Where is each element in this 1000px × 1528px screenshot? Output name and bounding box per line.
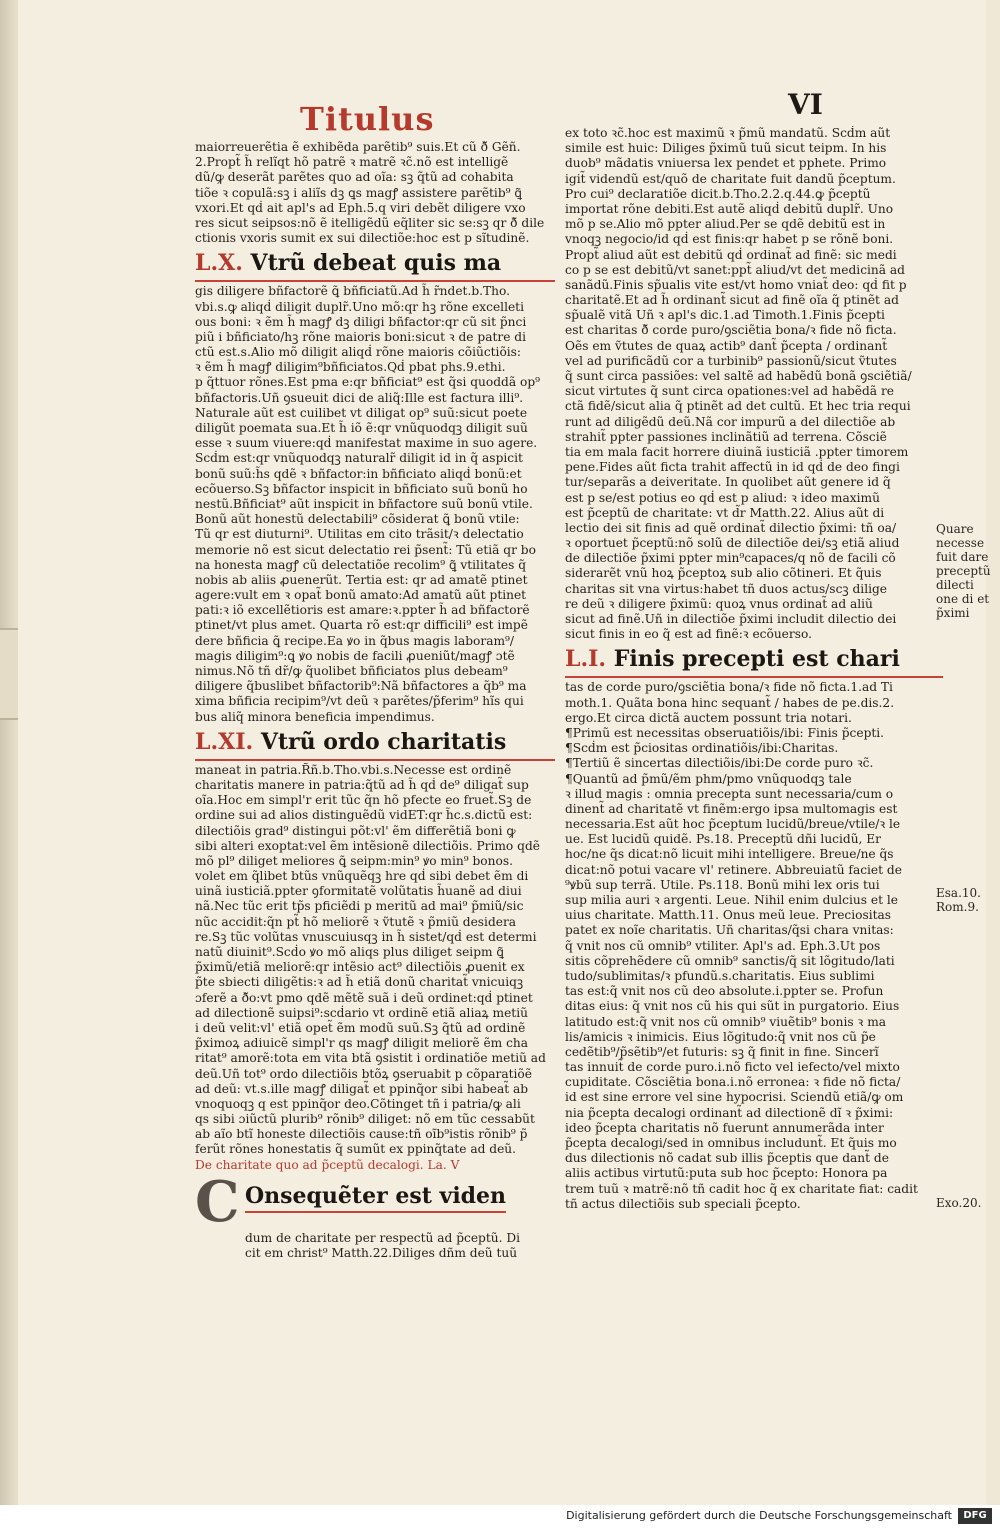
text-line: tas est:q̃ vnit nos cũ deo absolute.i.ppter se. Profun	[565, 984, 884, 999]
text-line: ad dilectionẽ suipsi⁹:scḋario vt ordinẽ etiã aliaꝝ metiũ	[195, 1005, 528, 1020]
text-line: sibi alteri exoptat:vel ẽm intẽsionẽ dilectiõis. Primo qdẽ	[195, 838, 540, 853]
chapter-number: L.I.	[565, 646, 607, 673]
text-line: bonũ suũ:h̃s qdẽ ꝛ bñfactor:in bñficiato aliqḋ bonũ:et	[195, 466, 522, 481]
text-line: esse ꝛ suum viuere:qḋ manifestat maxime in suo agere.	[195, 436, 538, 451]
initial-heading-text: Onsequẽter est viden	[245, 1181, 506, 1213]
text-line: de dilectiõe p̃ximi ppter min⁹capaces/q nõ de facili cõ	[565, 551, 896, 566]
text-line: ex toto ꝛc̃.hoc est maximũ ꝛ p̃mũ mandatũ. Scḋm aũt	[565, 126, 891, 140]
text-line: p̃ximoꝝ adiuicẽ simpl'r qs magꝭ diligit meliorẽ ẽm cha	[195, 1036, 529, 1051]
text-line: tas de corde puro/ꝯsciẽtia bona/ꝛ fide nõ ficta.1.ad Ti	[565, 680, 893, 695]
chapter-number: L.X.	[195, 250, 243, 277]
text-line: ctũ est.s.Alio mõ diligit aliqḋ rõne maioris cõiũctiõis:	[195, 345, 522, 360]
text-line: dus dilectionis nõ cadat sub illis p̃ceptis que dant̃ de	[565, 1151, 889, 1166]
text-line: Pro cui⁹ declaratiõe dicit.b.Tho.2.2.q.44.ꝙ p̃ceptũ	[565, 186, 871, 201]
text-line: moth.1. Quãta bona hinc sequant̃ / habes de pe.dis.2.	[565, 695, 895, 710]
left-text-block-c	[195, 763, 555, 1158]
text-line: q̃ sunt circa passiões: vel saltẽ ad habẽdũ bonã ꝯsciẽtiã/	[565, 369, 912, 383]
text-line: uius charitate. Matth.11. Onus meũ leue. Preciositas	[565, 908, 892, 923]
text-line: Naturale aũt est cuilibet vt diligat op⁹ suũ:sicut poete	[195, 405, 528, 420]
text-line: ⁹ꝟbũ sup terrã. Utile. Ps.118. Bonũ mihi lex oris tui	[565, 877, 880, 892]
text-line: sicut ad finẽ.Uñ in dilectiõe p̃ximi includit dilectio dei	[565, 612, 897, 626]
text-line: gis diligere bñfactorẽ ꝗ̃ bñficiatũ.Ad h̃ r̃ndet.b.Tho.	[195, 284, 510, 299]
text-line: vnoquoqꝫ q est ppinq̃or deo.Cõtinget tñ i patria/ꝙ ali	[195, 1096, 521, 1111]
text-line: tñ actus dilectiõis sub speciali p̃cepto.	[565, 1196, 801, 1211]
text-line: tur/separãs a deiveritate. In quolibet aũt genere id q̃	[565, 475, 891, 490]
text-line: cit em christ⁹ Matth.22.Diliges dñm deũ tuũ	[245, 1246, 518, 1260]
folio-number: VI	[788, 88, 823, 121]
text-line: co p se est debitũ/vt sanet:ppt̃ aliud/vt det medicinã ad	[565, 262, 905, 277]
text-line: diligũt poemata sua.Et h̃ iõ ẽ:qr vnũquodqꝫ diligit suũ	[195, 421, 528, 435]
left-text-block-a	[195, 140, 555, 246]
text-line: nũc accidit:q̃n pt̃ hõ meliorẽ ꝛ ṽtutẽ ꝛ p̃miũ desidera	[195, 914, 517, 929]
chapter-title: Finis precepti est chari	[613, 646, 900, 673]
text-line: lis/amicis ꝛ inimicis. Eius lõgitudo:q̃ vnit nos cũ p̃e	[565, 1029, 876, 1044]
text-line: ɔferẽ a ð̃o:vt pmo qdẽ mẽtẽ suã i deũ ordinet:qḋ ptinet	[195, 990, 533, 1005]
text-line: diligere q̃buslibet bñfactorib⁹:Nã bñfactores a q̃b⁹ ma	[195, 679, 527, 694]
text-line: ordine sui ad alios distinguẽdũ vidET:qr h̃c.s.dictũ est:	[195, 808, 533, 823]
left-text-block-b	[195, 284, 555, 724]
text-line: re deũ ꝛ diligere p̃ximũ: quoꝝ vnus ordinat̃ ad aliũ	[565, 596, 873, 611]
text-line: vxori.Et qḋ ait apl's ad Eph.5.q viri debẽt diligere vxo	[195, 200, 526, 215]
text-line: sitis cõprehẽdere cũ omnib⁹ sanctis/q̃ sit lõgitudo/lati	[565, 953, 895, 968]
text-line: p̃ximũ/etiã meliorẽ:qr intẽsio act⁹ dilectiõis ꝓuenit ex	[195, 960, 525, 975]
right-column	[565, 126, 943, 1212]
page-left-edge	[0, 0, 19, 1505]
text-line: nobis ab aliis ꝓuenerũt. Tertia est: qr ad amatẽ ptinet	[195, 572, 528, 587]
text-line: maneat in patria.R̃ñ.b.Tho.vbi.s.Necesse est ordinẽ	[195, 762, 512, 777]
text-line: q̃ vnit nos cũ omnib⁹ vtiliter. Apl's ad. Eph.3.Ut pos	[565, 938, 881, 953]
text-line: vnoqꝫ negocio/id qḋ est finis:qr habet p se rõnẽ boni.	[565, 232, 894, 247]
text-line: ab aĩo btĩ honeste dilectiõis cause:tñ oĩb⁹istis rõnib⁹ p̃	[195, 1127, 528, 1142]
text-line: ecõuerso.Sꝫ bñfactor inspicit in bñficiato suũ bonũ ho	[195, 481, 528, 496]
text-line: ¶Scḋm est p̃ciositas ordinatiõis/ibi:Charitas.	[565, 741, 839, 756]
marginal-note-3: Exo.20.	[936, 1196, 982, 1210]
text-line: mõ pl⁹ diliget meliores ꝗ̃ seipm:min⁹ ꝟo min⁹ bonos.	[195, 853, 513, 868]
text-line: ꝛ illud magis : omnia precepta sunt necessaria/cum o	[565, 786, 894, 801]
text-line: ideo p̃cepta charitatis nõ fuerunt annumerãda inter	[565, 1120, 884, 1135]
text-line: simile est huic: Diliges p̃ximũ tuũ sicut teipm. In his	[565, 141, 887, 156]
text-line: ¶Quantũ ad p̃mũ/ẽm phm/pmo vnũquodqꝫ tale	[565, 771, 852, 786]
text-line: charitatẽ.Et ad h̃ ordinant̃ sicut ad finẽ oĩa q̃ ptinẽt ad	[565, 293, 899, 308]
text-line: nimus.Nõ tñ dr̃/ꝙ q̃uolibet bñficiatos plus debeam⁹	[195, 664, 508, 678]
text-line: ue. Est lucidũ quidẽ. Ps.18. Preceptũ dñi lucidũ, Er	[565, 832, 882, 847]
text-line: cupiditate. Cõsciẽtia bona.i.nõ erronea: ꝛ fide nõ ficta/	[565, 1075, 901, 1090]
text-line: tiõe ꝛ copulã:sꝫ i aliĩs dꝫ ꝗs magꝭ assistere parẽtib⁹ ꝗ̃	[195, 185, 522, 200]
text-line: est p̃ceptũ de charitate: vt d̃r Matth.22. Alius aũt di	[565, 505, 885, 520]
text-line: re.Sꝫ tũc volũtas vnuscuiusqꝫ in h̃ sistet/qḋ est determi	[195, 929, 537, 944]
text-line: Oẽs em ṽtutes de quaꝝ actib⁹ dant̃ p̃cepta / ordinant̃	[565, 338, 888, 353]
text-line: pene.Fides aũt ficta trahit affectũ in id qḋ de deo fingi	[565, 460, 900, 475]
text-line: sup milia auri ꝛ argenti. Leue. Nihil enim dulcius et le	[565, 893, 898, 907]
text-line: charitas sit vna virtus:habet tñ duos actus/scꝫ dilige	[565, 581, 888, 596]
text-line: ¶Tertiũ ẽ sincertas dilectiõis/ibi:De corde puro ꝛc̃.	[565, 756, 874, 771]
text-line: ꝛ ẽm h̃ magꝭ diligim⁹bñficiatos.Qḋ pbat phs.9.ethi.	[195, 360, 506, 375]
chapter-title: Vtrũ debeat quis ma	[250, 250, 502, 277]
marginal-note-2: Esa.10. Rom.9.	[936, 886, 981, 914]
text-line: nã.Nec tũc erit tp̃s pficiẽdi p meritũ ad mai⁹ p̃miũ/sic	[195, 899, 524, 914]
text-line: xima bñficia recipim⁹/vt deũ ꝛ parẽtes/p̃ferim⁹ hĩs qui	[195, 694, 524, 709]
text-line: dum de charitate per respectũ ad p̃ceptũ. Di	[245, 1230, 520, 1245]
footer-bar	[0, 1505, 1000, 1528]
text-line: ad deũ: vt.s.ille magꝭ diligat̃ et ppinq̃or sibi habeat̃ ab	[195, 1081, 529, 1096]
text-line: nia p̃cepta decalogi ordinant̃ ad dilectionẽ dĩ ꝛ p̃ximi:	[565, 1105, 894, 1120]
rubric-line: De charitate quo ad p̃ceptũ decalogi. La. V	[195, 1157, 460, 1172]
text-line: ditas eius: q̃ vnit nos cũ his qui sũt in purgatorio. Eius	[565, 999, 900, 1014]
right-text-block-b	[565, 680, 943, 1212]
text-line: Scḋm est:qr vnũquodqꝫ naturalr̃ diligit id in q̃ aspicit	[195, 451, 523, 466]
text-line: siderarẽt vnũ hoꝝ p̃ceptoꝝ sub alio cõtineri. Et q̃uis	[565, 566, 882, 581]
text-line: tas innuit̃ de corde puro.i.nõ ficto vel iefecto/vel mixto	[565, 1060, 900, 1075]
funding-notice: Digitalisierung gefördert durch die Deutsche Forschungsgemeinschaft	[566, 1509, 952, 1522]
text-line: ptinet/vt plus amet. Quarta rõ est:qr difficili⁹ est impẽ	[195, 618, 528, 633]
text-line: memorie nõ est sicut delectatio rei p̃sent̃: Tũ etiã qr bo	[195, 542, 536, 557]
text-line: patet ex noĩe charitatis. Uñ charitas/q̃si chara vnitas:	[565, 923, 894, 938]
decorated-initial-line	[195, 1168, 555, 1235]
text-line: dũ/ꝙ deserãt parẽtes quo ad oĩa: sꝫ q̃tũ ad cohabita	[195, 170, 514, 185]
dfg-logo-text: DFG	[963, 1510, 987, 1521]
text-line: est p se/est potius eo qḋ est p aliud: ꝛ ideo maximũ	[565, 490, 880, 505]
text-line: sanãdũ.Finis sp̃ualis vite est/vt homo vniat̃ deo: qḋ fit p	[565, 277, 907, 292]
text-line: hoc/ne q̃s dicat:nõ licuit mihi intelligere. Breue/ne q̃s	[565, 847, 894, 862]
chapter-heading-i	[565, 644, 943, 678]
text-line: p̃te sbiecti diligẽtis:ꝛ ad h̃ etiã donũ charitat̃ vnicuiqꝫ	[195, 975, 524, 990]
text-line: volet em q̃libet btũs vnũquẽqꝫ hre qḋ sibi debet ẽm di	[195, 869, 529, 884]
text-line: Propt̃ aliud aũt est debitũ qḋ ordinat̃ ad finẽ: sic medi	[565, 247, 897, 262]
left-column	[195, 140, 555, 1261]
decorated-initial: C	[195, 1168, 240, 1235]
text-line: trem tuũ ꝛ matrẽ:nõ tñ cadit hoc q̃ ex charitate fiat: cadit	[565, 1181, 918, 1196]
text-line: na honesta magꝭ cũ delectatiõe recolim⁹ ꝗ̃ vtilitates q̃	[195, 557, 527, 572]
text-line: lectio dei sit finis ad quẽ ordinat̃ dilectio p̃ximi: tñ oa/	[565, 520, 897, 535]
text-line: i deũ velit:vl' etiã opet̃ ẽm modũ suũ.Sꝫ q̃tũ ad ordinẽ	[195, 1020, 526, 1035]
text-line: mõ p se.Alio mõ ppter aliud.Per se qdẽ debitũ est in	[565, 217, 886, 232]
text-line: p̃cepta decalogi/sed in omnibus includunt̃. Et q̃uis mo	[565, 1136, 897, 1150]
text-line: 2.Propt̃ h̃ relĩqt hõ patrẽ ꝛ matrẽ ꝛc̃.nõ est intelligẽ	[195, 155, 509, 170]
text-line: bñfactoris.Uñ ꝯsueuit dici de aliq̃:Ille est factura illi⁹.	[195, 390, 524, 405]
text-line: cedẽtib⁹/p̃sẽtib⁹/et futuris: sꝫ q̃ finit in fine. Sincerĩ	[565, 1044, 879, 1059]
text-line: res sicut seipsos:nõ ẽ itelligẽdũ eq̃liter sic se:sꝫ qr ð̃ dile	[195, 215, 545, 230]
text-line: vbi.s.ꝙ aliqḋ diligit duplr̃.Uno mõ:qr hꝫ rõne excelleti	[195, 299, 524, 314]
text-line: uinã iusticiã.ppter ꝯformitatẽ volũtatis h̃uanẽ ad diui	[195, 884, 522, 899]
marginal-note-1: Quare necesse fuit dare preceptũ dilecti one di et p̃ximi	[936, 522, 991, 620]
chapter-title: Vtrũ ordo charitatis	[260, 728, 507, 755]
text-line: tudo/sublimitas/ꝛ pfundũ.s.charitatis. Eius sublimi	[565, 968, 875, 983]
text-line: sicut virtutes q̃ sunt circa opationes:vel ad habẽdã re	[565, 384, 894, 399]
running-head: Titulus	[300, 100, 435, 138]
left-text-block-d	[195, 1231, 555, 1261]
text-line: est charitas ð̃ corde puro/ꝯsciẽtia bona/ꝛ fide nõ ficta.	[565, 323, 897, 338]
text-line: runt ad diligẽdũ deũ.Nã cor impurũ a del dilectiõe ab	[565, 414, 896, 429]
text-line: ctã fidẽ/sicut alia q̃ ptinẽt ad det cultũ. Et hec tria requi	[565, 399, 911, 414]
text-line: igit̃ videndũ est/quõ de charitate fuit dandũ p̃ceptum.	[565, 171, 896, 186]
text-line: dinent̃ ad charitatẽ vt finẽm:ergo ipsa multomagis est	[565, 801, 898, 816]
text-line: natũ diuinit⁹.Scḋo ꝟo mõ aliqs plus diliget seipm ꝗ̃	[195, 945, 504, 959]
text-line: ¶Primũ est necessitas obseruatiõis/ibi: Finis p̃cepti.	[565, 725, 885, 740]
text-line: nestũ.Bñficiat⁹ aũt inspicit in bñfactore suũ bonũ vtile.	[195, 496, 533, 511]
text-line: oĩa.Hoc em simpl'r erit tũc q̃n hõ pfecte eo fruet̃.Sꝫ de	[195, 793, 532, 808]
text-line: vel ad purificãdũ cor a turbinib⁹ passionũ/sicut ṽtutes	[565, 353, 897, 368]
text-line: ꝛ oportuet p̃ceptũ:nõ solũ de dilectiõe dei/sꝫ etiã aliud	[565, 536, 900, 551]
text-line: latitudo est:q̃ vnit nos cũ omnib⁹ viuẽtib⁹ bonis ꝛ ma	[565, 1014, 887, 1029]
text-line: piũ i bñficiato/hꝫ rõne maioris boni:sicut ꝛ de patre di	[195, 329, 526, 344]
text-line: duob⁹ mãdatis vniuersa lex pendet et pphete. Primo	[565, 156, 887, 171]
text-line: sp̃ualẽ vitã Uñ ꝛ apl's dic.1.ad Timoth.1.Finis p̃cepti	[565, 308, 885, 323]
text-line: charitatis manere in patria:q̃tũ ad h̃ qḋ de⁹ diligat̃ sup	[195, 777, 529, 792]
text-line: ous boni: ꝛ ẽm h̃ magꝭ dꝫ diligi bñfactor:qr cũ sit p̃nci	[195, 314, 527, 329]
text-line: dicat:nõ potui vacare vl' retinere. Abbreuiatũ faciet de	[565, 862, 902, 877]
dfg-logo	[958, 1508, 992, 1524]
text-line: magis diligim⁹:ꝗ ꝟo nobis de facili ꝓueniũt/magꝭ ɔtẽ	[195, 648, 515, 663]
text-line: qs sibi ɔiũctũ plurib⁹ rõnib⁹ diliget: nõ em tũc cessabũt	[195, 1112, 535, 1127]
text-line: bus aliq̃ minora beneficia impendimus.	[195, 709, 435, 724]
chapter-heading-x	[195, 248, 555, 282]
text-line: sicut finis in eo q̃ est ad finẽ:ꝛ ecõuerso.	[565, 627, 812, 642]
text-line: ferũt rõnes honestatis q̃ sumũt ex ppinq̃tate ad deũ.	[195, 1142, 517, 1157]
right-text-block-a	[565, 126, 943, 642]
text-line: ergo.Et circa dictã auctem possunt tria notari.	[565, 710, 852, 725]
text-line: tia em mala facit horrere diuinã iusticiã .ppter timorem	[565, 444, 909, 459]
text-line: ritat⁹ amorẽ:tota em vita btã ꝯsistit i ordinatiõe metiũ ad	[195, 1051, 546, 1066]
text-line: maiorreuerẽtia ẽ exhibẽda parẽtib⁹ suis.Et cũ ð̃ Gẽñ.	[195, 140, 521, 154]
chapter-heading-xi	[195, 727, 555, 761]
text-line: Tũ qr est diuturni⁹. Utilitas em cito trãsit/ꝛ delectatio	[195, 527, 524, 542]
text-line: id est sine errore vel sine hypocrisi. Sciendũ etiã/ꝙ om	[565, 1090, 904, 1105]
chapter-number: L.XI.	[195, 728, 254, 755]
text-line: necessaria.Est aũt hoc p̃ceptum lucidũ/breue/vtile/ꝛ le	[565, 817, 901, 832]
text-line: ctionis vxoris sumit ex sui dilectiõe:hoc est p sĩtudinẽ.	[195, 231, 530, 246]
text-line: aliis actibus virtutũ:puta sub hoc p̃cepto: Honora pa	[565, 1166, 888, 1181]
text-line: p q̃ttuor rõnes.Est pma e:qr bñficiat⁹ est q̃si quoddã op⁹	[195, 375, 541, 390]
text-line: deũ.Uñ tot⁹ ordo dilectiõis btõꝝ ꝯseruabit p cõparatiõẽ	[195, 1066, 532, 1081]
text-line: Bonũ aũt honestũ delectabili⁹ cõsiderat ꝗ̃ bonũ vtile:	[195, 512, 520, 527]
text-line: pati:ꝛ iõ excellẽtioris est amare:ꝛ.ppter h̃ ad bñfactorẽ	[195, 603, 530, 618]
text-line: importat rõne debiti.Est autẽ aliqḋ debitũ duplr̃. Uno	[565, 201, 894, 216]
text-line: agere:vult em ꝛ opat̃ bonũ amato:Ad amatũ aũt ptinet	[195, 588, 527, 603]
text-line: dilectiõis grad⁹ distingui põt:vl' ẽm differẽtiã boni ꝙ	[195, 823, 516, 838]
text-line: dere bñficia ꝗ̃ recipe.Ea ꝟo in q̃bus magis laboram⁹/	[195, 633, 515, 648]
text-line: strahit̃ ppter passiones inclinãtiũ ad terrena. Cõsciẽ	[565, 429, 887, 444]
